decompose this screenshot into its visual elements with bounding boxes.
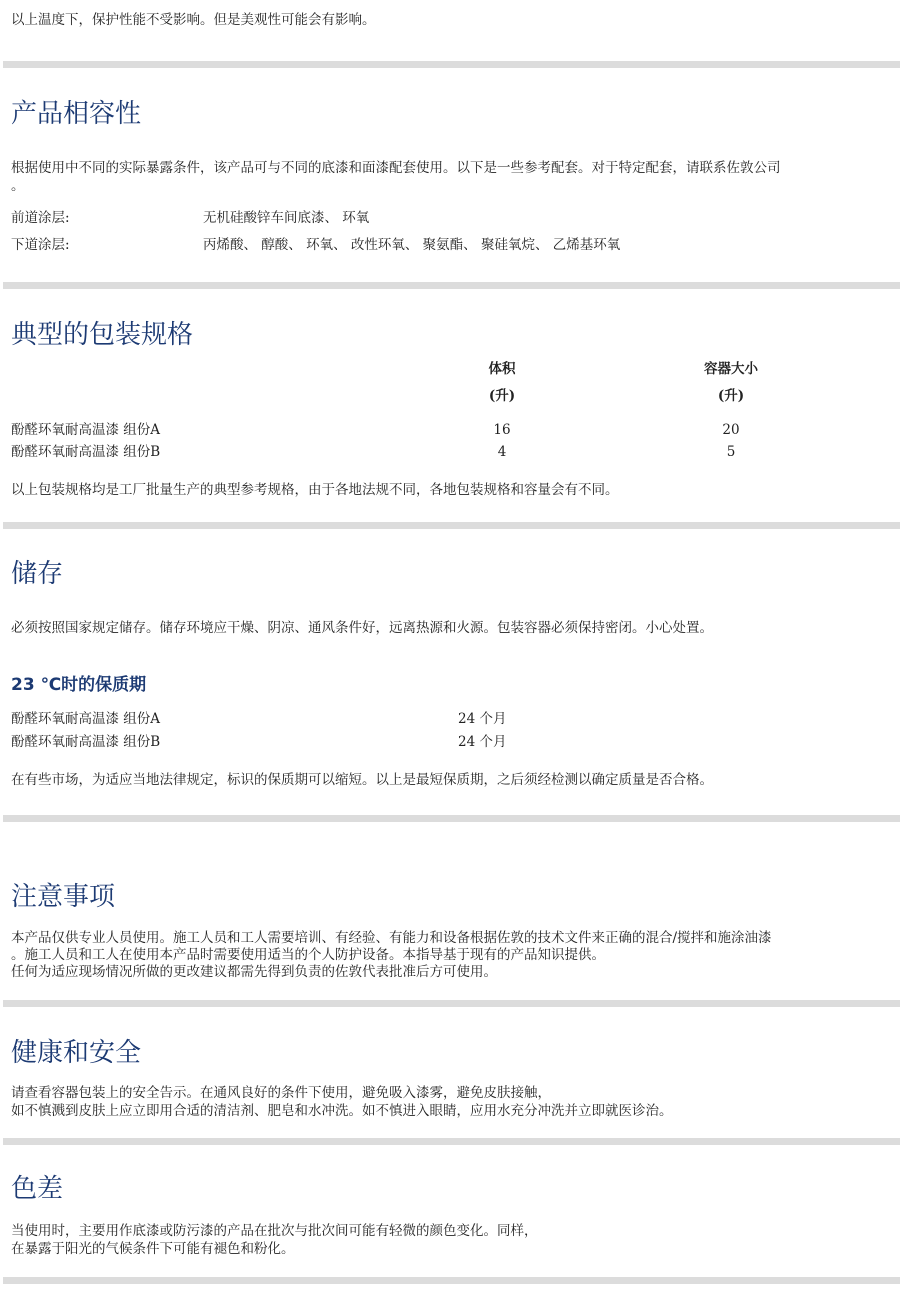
caution-title: 注意事项 <box>11 882 116 912</box>
color-line2: 在暴露于阳光的气候条件下可能有褪色和粉化。 <box>11 1241 295 1257</box>
package-row-name: 酚醛环氧耐高温漆 组份B <box>11 444 161 460</box>
compatibility-title: 产品相容性 <box>11 99 142 129</box>
shelf-row-value: 24 个月 <box>458 734 507 750</box>
primer-label: 前道涂层: <box>11 210 70 226</box>
section-divider <box>3 1138 900 1145</box>
color-title: 色差 <box>11 1174 64 1204</box>
shelf-life-title: 23 ℃时的保质期 <box>11 675 147 695</box>
section-divider <box>3 1277 900 1284</box>
section-divider <box>3 282 900 289</box>
primer-value: 无机硅酸锌车间底漆、 环氧 <box>203 210 370 226</box>
caution-line3: 任何为适应现场情况所做的更改建议都需先得到负责的佐敦代表批准后方可使用。 <box>11 964 497 980</box>
health-line2: 如不慎溅到皮肤上应立即用合适的清洁剂、肥皂和水冲洗。如不慎进入眼睛，应用水充分冲洗并立即就医诊治。 <box>11 1103 673 1119</box>
package-row-container: 5 <box>726 444 736 460</box>
section-divider <box>3 815 900 822</box>
health-title: 健康和安全 <box>11 1038 142 1068</box>
package-row-volume: 16 <box>493 422 511 438</box>
caution-line1: 本产品仅供专业人员使用。施工人员和工人需要培训、有经验、有能力和设备根据佐敦的技术文件来正确的混合/搅拌和施涂油漆 <box>11 930 772 946</box>
topcoat-value: 丙烯酸、 醇酸、 环氧、 改性环氧、 聚氨酯、 聚硅氧烷、 乙烯基环氧 <box>203 237 621 253</box>
caution-line2: 。施工人员和工人在使用本产品时需要使用适当的个人防护设备。本指导基于现有的产品知识提供。 <box>11 947 605 963</box>
section-divider <box>3 61 900 68</box>
package-row-container: 20 <box>722 422 740 438</box>
storage-text: 必须按照国家规定储存。储存环境应干燥、阴凉、通风条件好，远离热源和火源。包装容器必须保持密闭。小心处置。 <box>11 620 713 636</box>
volume-unit: (升) <box>488 388 516 404</box>
section-divider <box>3 1000 900 1007</box>
package-row-volume: 4 <box>497 444 507 460</box>
shelf-row-value: 24 个月 <box>458 711 507 727</box>
health-line1: 请查看容器包装上的安全告示。在通风良好的条件下使用，避免吸入漆雾，避免皮肤接触， <box>11 1085 551 1101</box>
packaging-title: 典型的包装规格 <box>11 320 194 350</box>
color-line1: 当使用时，主要用作底漆或防污漆的产品在批次与批次间可能有轻微的颜色变化。同样， <box>11 1223 538 1239</box>
volume-header: 体积 <box>488 361 516 377</box>
section-divider <box>3 522 900 529</box>
compatibility-intro-line1: 根据使用中不同的实际暴露条件，该产品可与不同的底漆和面漆配套使用。以下是一些参考配套。对于特定配套，请联系佐敦公司 <box>11 160 781 176</box>
shelf-row-name: 酚醛环氧耐高温漆 组份B <box>11 734 161 750</box>
container-header: 容器大小 <box>704 361 758 377</box>
container-unit: (升) <box>717 388 745 404</box>
shelf-row-name: 酚醛环氧耐高温漆 组份A <box>11 711 161 727</box>
package-row-name: 酚醛环氧耐高温漆 组份A <box>11 422 161 438</box>
packaging-note: 以上包装规格均是工厂批量生产的典型参考规格，由于各地法规不同，各地包装规格和容量会有不同。 <box>11 482 619 498</box>
topcoat-label: 下道涂层: <box>11 237 70 253</box>
storage-title: 储存 <box>11 559 64 589</box>
top-note: 以上温度下，保护性能不受影响。但是美观性可能会有影响。 <box>11 12 376 28</box>
storage-note: 在有些市场，为适应当地法律规定，标识的保质期可以缩短。以上是最短保质期，之后须经检测以确定质量是否合格。 <box>11 772 713 788</box>
compatibility-intro-line2: 。 <box>11 178 25 194</box>
